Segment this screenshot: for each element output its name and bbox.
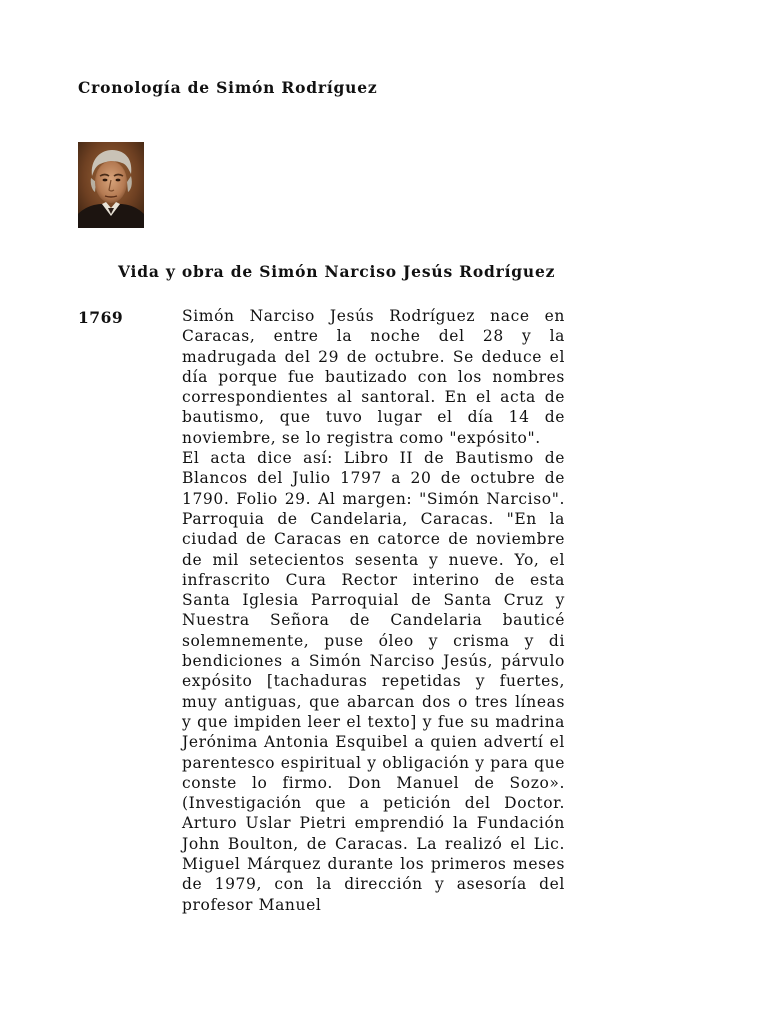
portrait-image — [78, 142, 144, 228]
entry-paragraph: Simón Narciso Jesús Rodríguez nace en Caracas, entre la noche del 28 y la madrugada del 29 de octubre. Se deduce el día porque fue bautizado con los nombres correspondientes al santoral. En el acta de bautismo, que tuvo lugar el día 14 de noviembre, se lo registra como "expósito". — [182, 307, 565, 447]
document-title: Cronología de Simón Rodríguez — [78, 78, 378, 97]
entry-text — [182, 306, 565, 914]
section-subtitle: Vida y obra de Simón Narciso Jesús Rodríguez — [118, 262, 556, 281]
entry-paragraph: El acta dice así: Libro II de Bautismo de Blancos del Julio 1797 a 20 de octubre de 1790. Folio 29. Al margen: "Simón Narciso". Parroquia de Candelaria, Caracas. "En la ciudad de Caracas en catorce de noviembre de mil setecientos sesenta y nueve. Yo, el infrascrito Cura Rector interino de esta Santa Iglesia Parroquial de Santa Cruz y Nuestra Señora de Candelaria bauticé solemnemente, puse óleo y crisma y di bendiciones a Simón Narciso Jesús, párvulo expósito [tachaduras repetidas y fuertes, muy antiguas, que abarcan dos o tres líneas y que impiden leer el texto] y fue su madrina Jerónima Antonia Esquibel a quien advertí el parentesco espiritual y obligación y para que conste lo firmo. Don Manuel de Sozo». (Investigación que a petición del Doctor. Arturo Uslar Pietri emprendió la Fundación John Boulton, de Caracas. La realizó el Lic. Miguel Márquez durante los primeros meses de 1979, con la dirección y asesoría del profesor Manuel — [182, 449, 565, 914]
portrait-icon — [78, 142, 144, 228]
entry-year: 1769 — [78, 308, 124, 327]
